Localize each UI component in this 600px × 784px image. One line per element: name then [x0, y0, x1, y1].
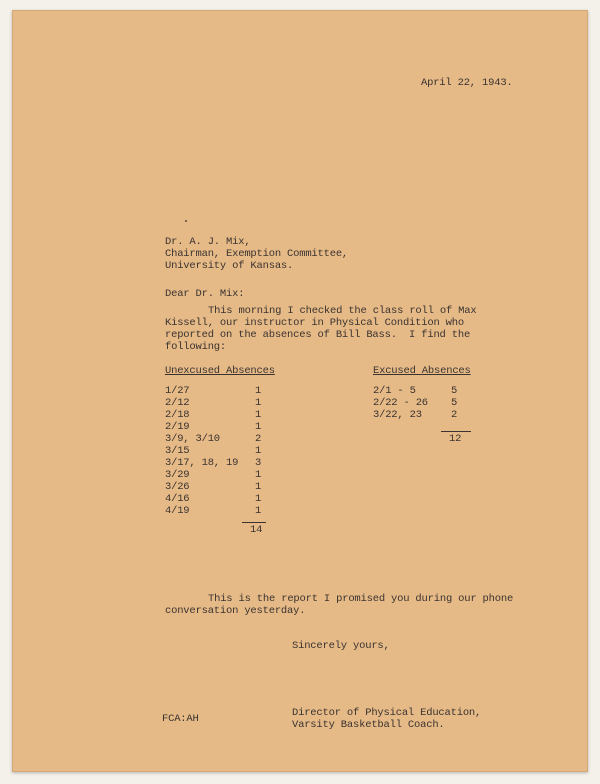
- table-row-date: 3/15: [165, 445, 190, 457]
- intro-line: This morning I checked the class roll of Max: [208, 305, 477, 317]
- signature-line: Varsity Basketball Coach.: [292, 719, 445, 731]
- table-row-count: 1: [255, 421, 262, 433]
- letter-page: [12, 10, 588, 772]
- table-row-date: 2/18: [165, 409, 190, 421]
- table-row-count: 2: [451, 409, 458, 421]
- recipient-line: Chairman, Exemption Committee,: [165, 248, 349, 260]
- signature-line: Director of Physical Education,: [292, 707, 482, 719]
- table-row-date: 4/16: [165, 493, 190, 505]
- table-row-count: 1: [255, 445, 262, 457]
- table-row-count: 1: [255, 493, 262, 505]
- table-row-date: 2/22 - 26: [373, 397, 428, 409]
- table-row-date: 3/29: [165, 469, 190, 481]
- unexcused-heading: Unexcused Absences: [165, 365, 275, 377]
- table-row-date: 2/1 - 5: [373, 385, 416, 397]
- table-row-date: 3/17, 18, 19: [165, 457, 239, 469]
- table-row-count: 1: [255, 481, 262, 493]
- closing-line: This is the report I promised you during our phone: [208, 593, 514, 605]
- excused-total: 12: [449, 433, 462, 445]
- table-row-date: 2/19: [165, 421, 190, 433]
- table-row-count: 2: [255, 433, 262, 445]
- table-row-date: 1/27: [165, 385, 190, 397]
- reference-initials: FCA:AH: [162, 713, 199, 725]
- letter-date: April 22, 1943.: [421, 77, 513, 89]
- intro-line: Kissell, our instructor in Physical Condition who: [165, 317, 464, 329]
- closing-line: conversation yesterday.: [165, 605, 306, 617]
- table-row-date: 4/19: [165, 505, 190, 517]
- recipient-line: Dr. A. J. Mix,: [165, 236, 251, 248]
- table-row-date: 2/12: [165, 397, 190, 409]
- table-row-date: 3/26: [165, 481, 190, 493]
- recipient-line: University of Kansas.: [165, 260, 294, 272]
- table-row-count: 1: [255, 469, 262, 481]
- table-row-count: 3: [255, 457, 262, 469]
- excused-heading: Excused Absences: [373, 365, 471, 377]
- intro-line: reported on the absences of Bill Bass. I find the: [165, 329, 471, 341]
- intro-line: following:: [165, 341, 227, 353]
- table-row-count: 1: [255, 505, 262, 517]
- table-row-count: 5: [451, 397, 458, 409]
- total-rule: [441, 431, 471, 432]
- table-row-count: 1: [255, 409, 262, 421]
- paper-speck: [185, 220, 187, 222]
- table-row-count: 1: [255, 385, 262, 397]
- table-row-count: 5: [451, 385, 458, 397]
- salutation: Dear Dr. Mix:: [165, 288, 245, 300]
- complimentary-close: Sincerely yours,: [292, 640, 390, 652]
- table-row-date: 3/22, 23: [373, 409, 422, 421]
- total-rule: [242, 522, 266, 523]
- table-row-date: 3/9, 3/10: [165, 433, 220, 445]
- table-row-count: 1: [255, 397, 262, 409]
- unexcused-total: 14: [250, 524, 263, 536]
